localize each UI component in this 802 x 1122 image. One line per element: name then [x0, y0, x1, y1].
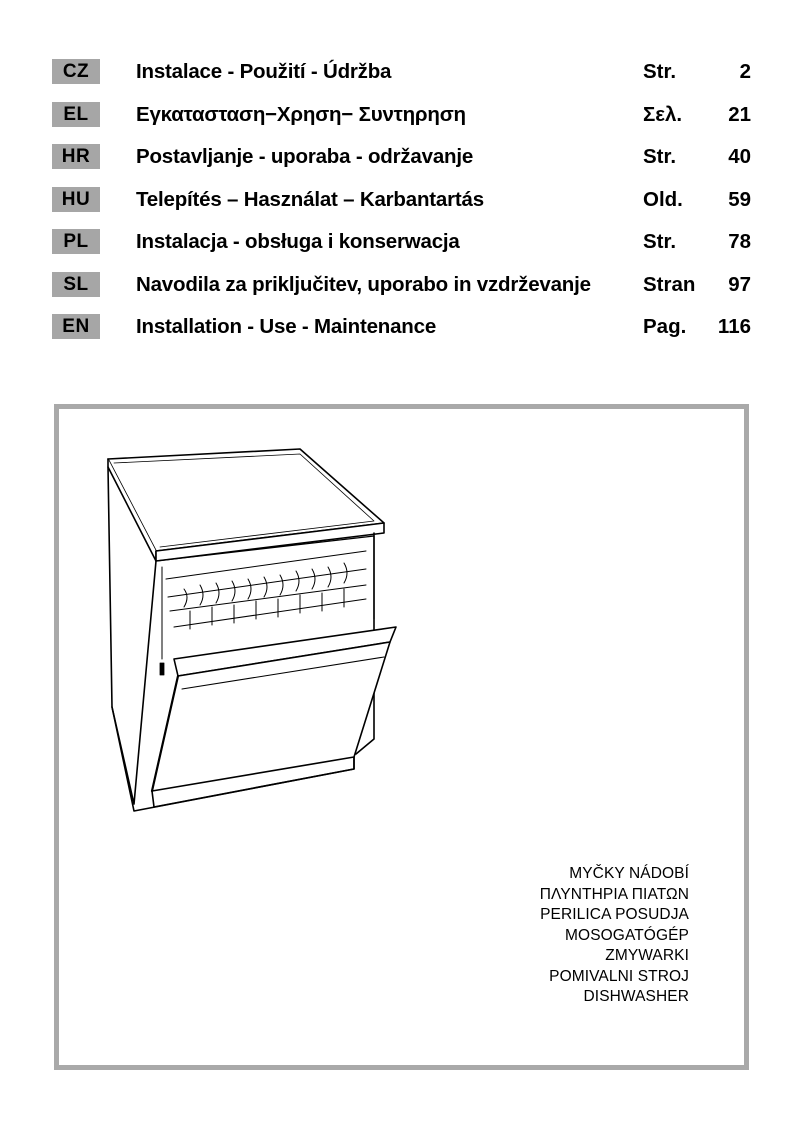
product-name: ΠΛΥΝΤΗΡΙΑ ΠΙΑΤΩΝ — [539, 885, 689, 903]
language-badge: HU — [52, 187, 100, 212]
toc-title: Installation - Use - Maintenance — [136, 315, 437, 338]
toc-page-number: 21 — [728, 102, 751, 126]
toc-page-number: 116 — [717, 315, 751, 338]
toc-row-pl[interactable] — [52, 222, 757, 265]
toc-page-prefix: Str. — [643, 145, 677, 168]
toc-page-number: 59 — [728, 187, 751, 211]
toc-page-prefix: Str. — [643, 60, 677, 83]
toc-title: Telepítés – Használat – Karbantartás — [136, 187, 484, 211]
toc-row-cz[interactable] — [52, 52, 757, 95]
toc-row-el[interactable] — [52, 95, 757, 138]
toc-row-en[interactable] — [52, 307, 757, 350]
toc-row-hu[interactable] — [52, 180, 757, 223]
table-of-contents — [52, 52, 757, 350]
toc-page-prefix: Old. — [643, 187, 683, 211]
toc-title: Navodila za priključitev, uporabo in vzdrževanje — [136, 272, 591, 296]
toc-page-prefix: Str. — [643, 230, 677, 253]
language-badge: EL — [52, 102, 100, 127]
toc-page-number: 2 — [739, 60, 751, 83]
product-name: PERILICA POSUDJA — [540, 906, 689, 923]
toc-title: Instalacja - obsługa i konserwacja — [136, 230, 460, 253]
product-name: MOSOGATÓGÉP — [565, 926, 689, 944]
toc-page-prefix: Pag. — [643, 315, 687, 338]
product-name: MYČKY NÁDOBÍ — [569, 865, 689, 882]
language-badge: CZ — [52, 59, 100, 84]
product-name: DISHWASHER — [583, 988, 689, 1005]
language-badge: SL — [52, 272, 100, 297]
language-badge: EN — [52, 314, 100, 339]
toc-page-number: 78 — [728, 230, 751, 253]
toc-row-sl[interactable] — [52, 265, 757, 308]
toc-page-number: 97 — [728, 272, 751, 296]
language-badge: HR — [52, 144, 100, 169]
toc-page-number: 40 — [728, 145, 751, 168]
language-badge: PL — [52, 229, 100, 254]
product-name: POMIVALNI STROJ — [549, 967, 689, 985]
product-name: ZMYWARKI — [605, 947, 689, 964]
dishwasher-illustration — [104, 439, 464, 819]
product-names — [540, 864, 689, 1008]
toc-title: Εγκατασταση−Χρηση− Συντηρηση — [136, 102, 466, 126]
toc-row-hr[interactable] — [52, 137, 757, 180]
toc-page-prefix: Stran — [643, 272, 696, 296]
cover-illustration-frame — [54, 404, 749, 1070]
toc-title: Postavljanje - uporaba - održavanje — [136, 145, 474, 168]
toc-page-prefix: Σελ. — [643, 102, 683, 126]
toc-title: Instalace - Použití - Údržba — [136, 60, 392, 83]
